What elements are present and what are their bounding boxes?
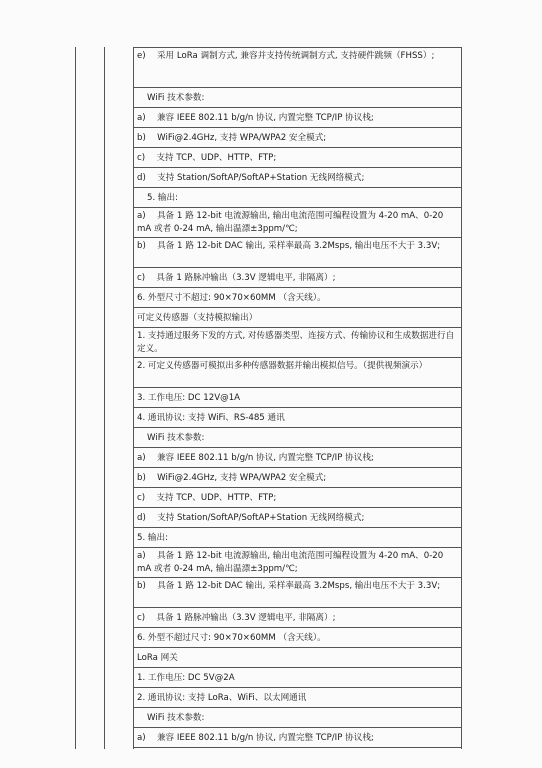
row-text: WiFi 技术参数:	[147, 92, 205, 103]
row-text: b) 具备 1 路 12-bit DAC 输出, 采样率最高 3.2Msps, 输出电压不大于 3.3V;	[137, 581, 441, 591]
row-text: 6. 外型不超过尺寸: 90×70×60MM （含天线）。	[137, 632, 326, 643]
table-row	[133, 708, 461, 728]
table-row	[133, 388, 461, 408]
table-column-divider	[461, 47, 462, 749]
row-text: 5. 输出:	[137, 532, 169, 543]
row-text: WiFi 技术参数:	[147, 432, 205, 443]
row-text: b) WiFi@2.4GHz, 支持 WPA/WPA2 安全模式;	[137, 132, 327, 143]
table-row	[133, 728, 461, 748]
table-column-divider	[104, 47, 105, 749]
table-row	[133, 578, 461, 608]
table-row	[133, 508, 461, 528]
table-row	[133, 448, 461, 468]
row-text: c) 具备 1 路脉冲输出（3.3V 逻辑电平, 非隔离）;	[137, 272, 336, 283]
table-row	[133, 108, 461, 128]
table-row	[133, 358, 461, 388]
table-row	[133, 308, 461, 328]
table-row	[133, 208, 461, 238]
row-text: 2. 通讯协议: 支持 LoRa、WiFi、以太网通讯	[137, 692, 307, 703]
table-row	[133, 128, 461, 148]
row-text: 3. 工作电压: DC 12V@1A	[137, 392, 241, 403]
row-text: 可定义传感器（支持模拟输出）	[137, 312, 258, 323]
row-text: 4. 通讯协议: 支持 WiFi、RS-485 通讯	[137, 412, 285, 423]
table-border-left	[75, 47, 76, 749]
row-text: a) 兼容 IEEE 802.11 b/g/n 协议, 内置完整 TCP/IP 协议栈;	[137, 452, 374, 463]
row-text: 2. 可定义传感器可模拟出多种传感器数据并输出模拟信号。（提供视频演示）	[137, 361, 428, 371]
table-row	[133, 168, 461, 188]
row-text: a) 具备 1 路 12-bit 电流源输出, 输出电流范围可编程设置为 4-20 mA、0-20 mA 或者 0-24 mA, 输出温漂±3ppm/℃;	[137, 551, 444, 574]
table-row	[133, 408, 461, 428]
row-text: e) 采用 LoRa 调制方式, 兼容并支持传统调制方式, 支持硬件跳频（FHSS）;	[137, 51, 435, 61]
row-text: LoRa 网关	[137, 652, 178, 663]
table-row	[133, 288, 461, 308]
table-row	[133, 668, 461, 688]
row-text: a) 兼容 IEEE 802.11 b/g/n 协议, 内置完整 TCP/IP 协议栈;	[137, 732, 374, 743]
table-row	[133, 188, 461, 208]
row-text: a) 兼容 IEEE 802.11 b/g/n 协议, 内置完整 TCP/IP 协议栈;	[137, 112, 374, 123]
row-text: d) 支持 Station/SoftAP/SoftAP+Station 无线网络模式;	[137, 172, 365, 183]
row-text: b) 具备 1 路 12-bit DAC 输出, 采样率最高 3.2Msps, 输出电压不大于 3.3V;	[137, 241, 441, 251]
row-text: 1. 工作电压: DC 5V@2A	[137, 672, 235, 683]
table-row	[133, 268, 461, 288]
table-row	[133, 688, 461, 708]
row-text: 1. 支持通过服务下发的方式, 对传感器类型、连接方式、传输协议和生成数据进行自定义。	[137, 331, 455, 354]
table-row	[133, 328, 461, 358]
table-row	[133, 428, 461, 448]
row-text: c) 支持 TCP、UDP、HTTP、FTP;	[137, 152, 277, 163]
table-row	[133, 488, 461, 508]
row-text: c) 支持 TCP、UDP、HTTP、FTP;	[137, 492, 277, 503]
row-text: 5. 输出:	[147, 192, 179, 203]
table-row	[133, 548, 461, 578]
table-row	[133, 88, 461, 108]
row-text: 6. 外型尺寸不超过: 90×70×60MM （含天线）。	[137, 292, 326, 303]
table-row	[133, 148, 461, 168]
table-row	[133, 628, 461, 648]
table-row	[133, 648, 461, 668]
row-text: d) 支持 Station/SoftAP/SoftAP+Station 无线网络模式;	[137, 512, 365, 523]
table-row	[133, 528, 461, 548]
row-text: WiFi 技术参数:	[147, 712, 205, 723]
table-row	[133, 608, 461, 628]
spec-table	[133, 47, 461, 748]
row-text: c) 具备 1 路脉冲输出（3.3V 逻辑电平, 非隔离）;	[137, 612, 336, 623]
row-text: b) WiFi@2.4GHz, 支持 WPA/WPA2 安全模式;	[137, 472, 327, 483]
table-row	[133, 48, 461, 88]
table-row	[133, 468, 461, 488]
row-text: a) 具备 1 路 12-bit 电流源输出, 输出电流范围可编程设置为 4-20 mA、0-20 mA 或者 0-24 mA, 输出温漂±3ppm/℃;	[137, 211, 444, 234]
table-row	[133, 238, 461, 268]
